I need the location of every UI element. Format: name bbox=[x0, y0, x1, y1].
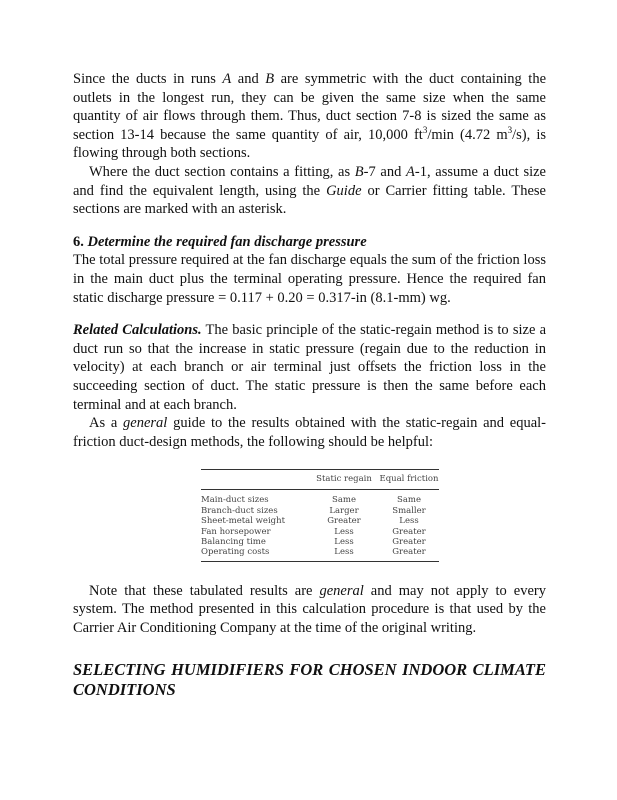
table-cell: Balancing time bbox=[201, 536, 266, 547]
table-cell: Less bbox=[334, 526, 354, 537]
table-cell: Sheet-metal weight bbox=[201, 516, 285, 527]
table-row bbox=[201, 506, 439, 516]
step-title: Determine the required fan discharge pressure bbox=[87, 233, 367, 250]
step-number: 6. bbox=[73, 233, 84, 250]
table-row bbox=[201, 490, 439, 506]
table-cell: Greater bbox=[379, 547, 439, 561]
comparison-table bbox=[201, 469, 439, 561]
table-cell: Less bbox=[334, 536, 354, 547]
paragraph-symmetric-ducts: Since the ducts in runs A and B are symmetric with the duct containing the outlets in the longest run, they can be given the same size when the same quantity of air flows through them. Thus, duct section 7-8 is sized the same as section 13-14 because the same quantity of air, 10,000 $ft^3/\min$ (4.72 $m^3/s$), is flowing through both sections. bbox=[73, 71, 547, 162]
table-cell: Same bbox=[332, 495, 356, 506]
table-cell: Greater bbox=[392, 536, 426, 547]
paragraph-fan-pressure: The total pressure required at the fan discharge equals the sum of the friction loss in the main duct plus the terminal operating pressure. Hence the required fan static discharge pressure = 0.117 + 0.20 = 0.317-in (8.1-mm) wg. bbox=[73, 252, 546, 306]
table-cell: Same bbox=[397, 495, 421, 506]
table-cell: Main-duct sizes bbox=[201, 495, 269, 506]
table-row bbox=[201, 516, 439, 526]
table-cell: Less bbox=[399, 516, 419, 527]
table-header-cell: Equal friction bbox=[379, 470, 439, 490]
table-row bbox=[201, 537, 439, 547]
related-calculations-text: The basic principle of the static-regain method is to size a duct run so that the increase in static pressure (regain due to the reduction in velocity) at each branch or air terminal just offsets the friction loss in the succeeding section of duct. The static pressure is then the same before each terminal and at each branch. bbox=[73, 322, 546, 413]
table-cell: Branch-duct sizes bbox=[201, 505, 278, 516]
table-cell: Less bbox=[309, 547, 379, 561]
table-cell: Fan horsepower bbox=[201, 526, 271, 537]
table-row bbox=[201, 547, 439, 561]
table-cell: Larger bbox=[329, 505, 359, 516]
step-heading bbox=[73, 233, 546, 252]
table-cell: Greater bbox=[327, 516, 361, 527]
table-cell: Operating costs bbox=[201, 547, 309, 561]
table-row bbox=[201, 527, 439, 537]
related-calculations-label: Related Calculations. bbox=[73, 322, 202, 339]
table-cell: Greater bbox=[392, 526, 426, 537]
document-page bbox=[73, 70, 546, 700]
table-header-cell bbox=[201, 470, 309, 490]
section-heading: SELECTING HUMIDIFIERS FOR CHOSEN INDOOR CLIMATE CONDITIONS bbox=[73, 659, 546, 699]
paragraph-related-calculations bbox=[73, 321, 546, 414]
paragraph-note: Note that these tabulated results are general and may not apply to every system. The method presented in this calculation procedure is that used by the Carrier Air Conditioning Company at the time of the original writing. bbox=[73, 582, 546, 636]
table-header-cell: Static regain bbox=[309, 470, 379, 490]
paragraph-general-guide: As a general guide to the results obtained with the static-regain and equal-friction duct-design methods, the following should be helpful: bbox=[73, 415, 546, 450]
paragraph-fitting: Where the duct section contains a fitting, as B-7 and A-1, assume a duct size and find the equivalent length, using the Guide or Carrier fitting table. These sections are marked with an asterisk. bbox=[73, 163, 546, 218]
table-header-row bbox=[201, 470, 439, 490]
table-cell: Smaller bbox=[392, 505, 426, 516]
